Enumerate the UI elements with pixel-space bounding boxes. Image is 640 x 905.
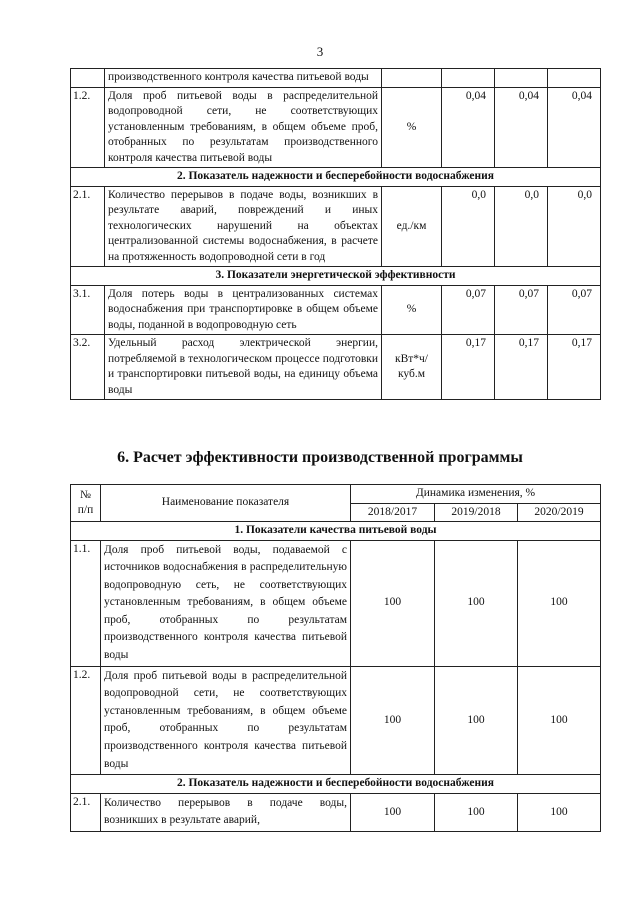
column-header-name: Наименование показателя (101, 485, 351, 522)
indicator-name: Удельный расход электрической энергии, потребляемой в технологическом процессе подготовки и транспортировки питьевой воды, на единицу объема воды (105, 335, 382, 400)
value: 100 (518, 540, 601, 666)
row-number: 2.1. (71, 793, 101, 831)
value: 0,0 (495, 186, 548, 267)
section-row (71, 522, 601, 541)
value: 0,07 (495, 285, 548, 335)
value: 0,17 (548, 335, 601, 400)
value: 0,0 (548, 186, 601, 267)
indicator-name: производственного контроля качества питьевой воды (105, 69, 382, 88)
section-title: 2. Показатель надежности и бесперебойности водоснабжения (71, 168, 601, 187)
value: 100 (351, 793, 435, 831)
unit (382, 335, 442, 400)
indicator-name: Количество перерывов в подаче воды, возникших в результате аварий, (101, 793, 351, 831)
indicator-name: Доля проб питьевой воды, подаваемой с источников водоснабжения в распределительную водопроводную сеть, не соответствующих установленным требованиям, в общем объеме проб, отобранных по результатам производственного контроля качества питьевой воды (101, 540, 351, 666)
value: 100 (435, 666, 518, 775)
unit-line: кВт*ч/ (394, 352, 428, 365)
value: 0,07 (548, 285, 601, 335)
unit: % (382, 87, 442, 168)
header-line: п/п (77, 504, 94, 516)
row-number: 1.1. (71, 540, 101, 666)
value: 0,17 (495, 335, 548, 400)
value: 0,04 (495, 87, 548, 168)
indicator-name: Количество перерывов в подаче воды, возникших в результате аварий, повреждений и иных технологических нарушений на объектах централизованной системы водоснабжения, в расчете на протяженность водопроводной сети в год (105, 186, 382, 267)
row-number: 3.1. (71, 285, 105, 335)
unit: % (382, 285, 442, 335)
efficiency-table (70, 484, 601, 832)
row-number: 2.1. (71, 186, 105, 267)
value: 0,17 (442, 335, 495, 400)
value: 100 (435, 540, 518, 666)
indicator-name: Доля потерь воды в централизованных системах водоснабжения при транспортировке в общем объеме воды, поданной в водопроводную сеть (105, 285, 382, 335)
value: 0,04 (442, 87, 495, 168)
section-row (71, 267, 601, 286)
table-row (71, 666, 601, 775)
table-row (71, 540, 601, 666)
value: 100 (351, 666, 435, 775)
section-title: 2. Показатель надежности и бесперебойности водоснабжения (71, 775, 601, 794)
table-row (71, 69, 601, 88)
section-row (71, 168, 601, 187)
section-heading: 6. Расчет эффективности производственной программы (117, 449, 523, 466)
column-header-number (71, 485, 101, 522)
value: 0,0 (442, 186, 495, 267)
column-header-year: 2019/2018 (435, 503, 518, 522)
unit: ед./км (382, 186, 442, 267)
header-row (71, 485, 601, 504)
section-title: 3. Показатели энергетической эффективности (71, 267, 601, 286)
value: 100 (518, 793, 601, 831)
page-number: 3 (316, 44, 324, 59)
row-number: 1.2. (71, 666, 101, 775)
value: 100 (518, 666, 601, 775)
column-header-year: 2018/2017 (351, 503, 435, 522)
column-header-year: 2020/2019 (518, 503, 601, 522)
table-row (71, 285, 601, 335)
value: 100 (435, 793, 518, 831)
row-number: 1.2. (71, 87, 105, 168)
column-header-dynamics: Динамика изменения, % (351, 485, 601, 504)
header-line: № (80, 488, 91, 501)
value: 0,04 (548, 87, 601, 168)
table-row (71, 87, 601, 168)
table-row (71, 793, 601, 831)
indicator-name: Доля проб питьевой воды в распределительной водопроводной сети, не соответствующих установленным требованиям, в общем объеме проб, отобранных по результатам производственного контроля качества питьевой воды (101, 666, 351, 775)
section-row (71, 775, 601, 794)
indicator-name: Доля проб питьевой воды в распределительной водопроводной сети, не соответствующих установленным требованиям, в общем объеме проб, отобранных по результатам производственного контроля качества питьевой воды (105, 87, 382, 168)
row-number: 3.2. (71, 335, 105, 400)
section-title: 1. Показатели качества питьевой воды (71, 522, 601, 541)
value: 100 (351, 540, 435, 666)
table-row (71, 186, 601, 267)
value: 0,07 (442, 285, 495, 335)
indicators-table (70, 68, 601, 400)
unit-line: куб.м (397, 368, 426, 380)
table-row (71, 335, 601, 400)
